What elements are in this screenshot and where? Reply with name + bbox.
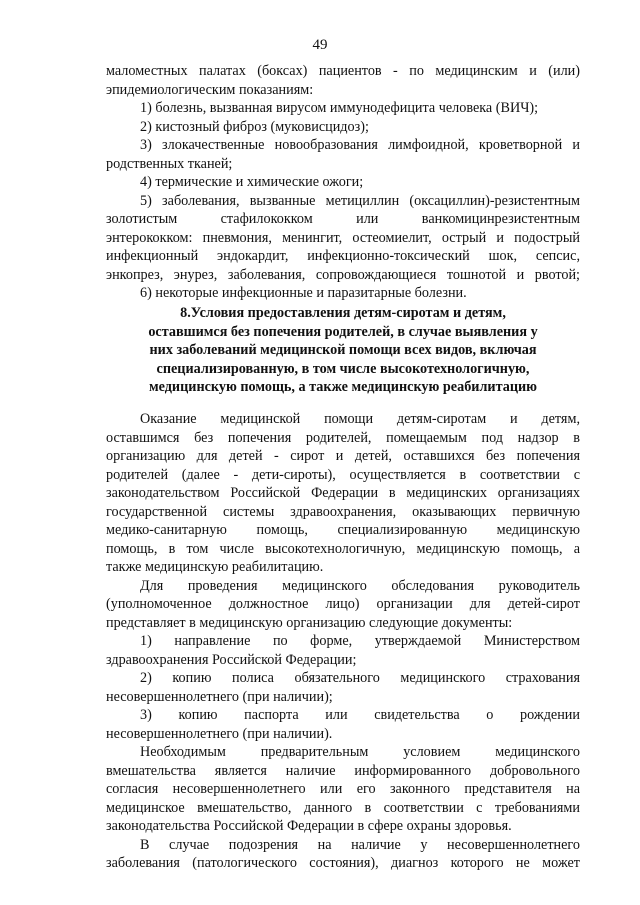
text-line: представляет в медицинскую организацию следующие документы: bbox=[106, 614, 513, 631]
text-line: золотистым стафилококком или ванкомицинрезистентным bbox=[106, 211, 580, 227]
text-line: энкопрез, энурез, заболевания, сопровождающиеся тошнотой и рвотой; bbox=[106, 266, 580, 283]
section-body bbox=[106, 410, 580, 873]
text-line: организацию для детей - сирот и детей, оставшихся без попечения bbox=[106, 448, 580, 464]
text-line: инфекционный эндокардит, инфекционно-токсический шок, сепсис, bbox=[106, 248, 580, 264]
heading-line: 8.Условия предоставления детям-сиротам и детям, bbox=[180, 305, 506, 321]
text-line: 1) болезнь, вызванная вирусом иммунодефицита человека (ВИЧ); bbox=[140, 100, 539, 116]
text-line: Необходимым предварительным условием медицинского bbox=[140, 744, 580, 760]
text-line: маломестных палатах (боксах) пациентов - по медицинским и (или) bbox=[106, 63, 580, 79]
text-line: 5) заболевания, вызванные метициллин (оксациллин)-резистентным bbox=[140, 192, 580, 209]
text-line: медицинское вмешательство, данного в соответствии с требованиями bbox=[106, 799, 580, 816]
text-line: энтерококком: пневмония, менингит, остеомиелит, острый и подострый bbox=[106, 229, 580, 246]
page-number: 49 bbox=[312, 37, 328, 53]
heading-line: медицинскую помощь, а также медицинскую реабилитацию bbox=[148, 379, 538, 395]
text-line: законодательства Российской Федерации в сфере охраны здоровья. bbox=[106, 818, 512, 834]
text-line: Оказание медицинской помощи детям-сиротам и детям, bbox=[140, 411, 580, 427]
text-line: здравоохранения Российской Федерации; bbox=[106, 651, 357, 668]
text-line: 4) термические и химические ожоги; bbox=[140, 174, 364, 190]
text-line: вмешательства является наличие информированного добровольного bbox=[106, 762, 580, 779]
text-line: законодательством Российской Федерации в медицинских организациях bbox=[106, 485, 580, 501]
text-line: В случае подозрения на наличие у несовершеннолетнего bbox=[140, 836, 580, 853]
text-line: помощь, в том числе высокотехнологичную, медицинскую помощь, а bbox=[106, 540, 580, 557]
text-line: 3) злокачественные новообразования лимфоидной, кроветворной и bbox=[140, 137, 580, 153]
heading-line: специализированную, в том числе высокотехнологичную, bbox=[156, 360, 530, 377]
text-line: оставшимся без попечения родителей, помещаемым под надзор в bbox=[106, 429, 580, 446]
text-line: родственных тканей; bbox=[106, 155, 233, 172]
text-line: заболевания (патологического состояния), диагноз которого не может bbox=[106, 855, 580, 871]
text-line: государственной системы здравоохранения, оказывающих первичную bbox=[106, 503, 580, 520]
text-line: согласия несовершеннолетнего или его законного представителя на bbox=[106, 781, 580, 797]
text-line: несовершеннолетнего (при наличии). bbox=[106, 725, 333, 742]
list-block bbox=[106, 62, 580, 303]
text-line: эпидемиологическим показаниям: bbox=[106, 81, 314, 98]
text-line: 3) копию паспорта или свидетельства о рождении bbox=[140, 707, 580, 723]
text-line: родителей (далее - дети-сироты), осуществляется в соответствии с bbox=[106, 466, 580, 483]
text-line: также медицинскую реабилитацию. bbox=[106, 559, 324, 575]
text-line: 2) кистозный фиброз (муковисцидоз); bbox=[140, 118, 369, 135]
heading-line: оставшимся без попечения родителей, в случае выявления у bbox=[148, 323, 538, 340]
heading-line: них заболеваний медицинской помощи всех видов, включая bbox=[149, 342, 537, 358]
text-line: Для проведения медицинского обследования руководитель bbox=[140, 577, 580, 594]
text-line: 6) некоторые инфекционные и паразитарные болезни. bbox=[140, 285, 467, 301]
section-heading bbox=[106, 304, 580, 397]
text-line: несовершеннолетнего (при наличии); bbox=[106, 688, 333, 705]
text-line: 2) копию полиса обязательного медицинского страхования bbox=[140, 670, 580, 686]
text-line: (уполномоченное должностное лицо) организации для детей-сирот bbox=[106, 596, 580, 612]
text-line: медико-санитарную помощь, специализированную медицинскую bbox=[106, 522, 580, 538]
text-line: 1) направление по форме, утверждаемой Министерством bbox=[140, 633, 580, 649]
